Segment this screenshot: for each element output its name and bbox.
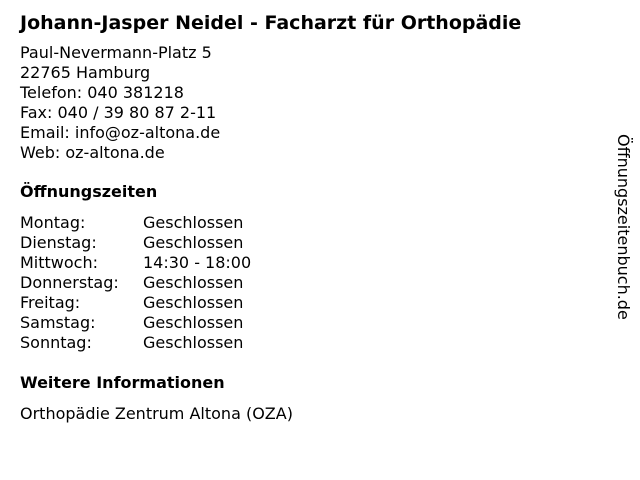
fax-line: Fax: 040 / 39 80 87 2-11	[20, 103, 217, 122]
hours-day: Mittwoch:	[20, 253, 98, 272]
hours-row-tuesday	[20, 233, 600, 253]
hours-value: Geschlossen	[143, 313, 244, 332]
practice-title: Johann-Jasper Neidel - Facharzt für Orthopädie	[20, 12, 522, 34]
hours-row-saturday	[20, 313, 600, 333]
hours-value: Geschlossen	[143, 293, 244, 312]
hours-value: 14:30 - 18:00	[143, 253, 252, 272]
hours-day: Donnerstag:	[20, 273, 119, 292]
practice-card	[20, 8, 600, 424]
street-address: Paul-Nevermann-Platz 5	[20, 43, 212, 62]
hours-value: Geschlossen	[143, 213, 244, 232]
hours-day: Sonntag:	[20, 333, 92, 352]
brand-watermark-vertical: Öffnungszeitenbuch.de	[614, 134, 633, 320]
hours-row-sunday	[20, 333, 600, 353]
hours-day: Freitag:	[20, 293, 81, 312]
hours-row-monday	[20, 213, 600, 233]
web-line: Web: oz-altona.de	[20, 143, 165, 162]
opening-hours-heading: Öffnungszeiten	[20, 182, 158, 201]
email-line: Email: info@oz-altona.de	[20, 123, 221, 142]
contact-block	[20, 43, 600, 163]
hours-day: Montag:	[20, 213, 86, 232]
hours-value: Geschlossen	[143, 233, 244, 252]
hours-day: Samstag:	[20, 313, 96, 332]
further-info-heading: Weitere Informationen	[20, 373, 225, 392]
further-info-text: Orthopädie Zentrum Altona (OZA)	[20, 404, 293, 423]
hours-row-friday	[20, 293, 600, 313]
opening-hours-table	[20, 213, 600, 353]
hours-value: Geschlossen	[143, 333, 244, 352]
hours-row-thursday	[20, 273, 600, 293]
hours-row-wednesday	[20, 253, 600, 273]
hours-value: Geschlossen	[143, 273, 244, 292]
hours-day: Dienstag:	[20, 233, 97, 252]
city-address: 22765 Hamburg	[20, 63, 151, 82]
phone-line: Telefon: 040 381218	[20, 83, 184, 102]
